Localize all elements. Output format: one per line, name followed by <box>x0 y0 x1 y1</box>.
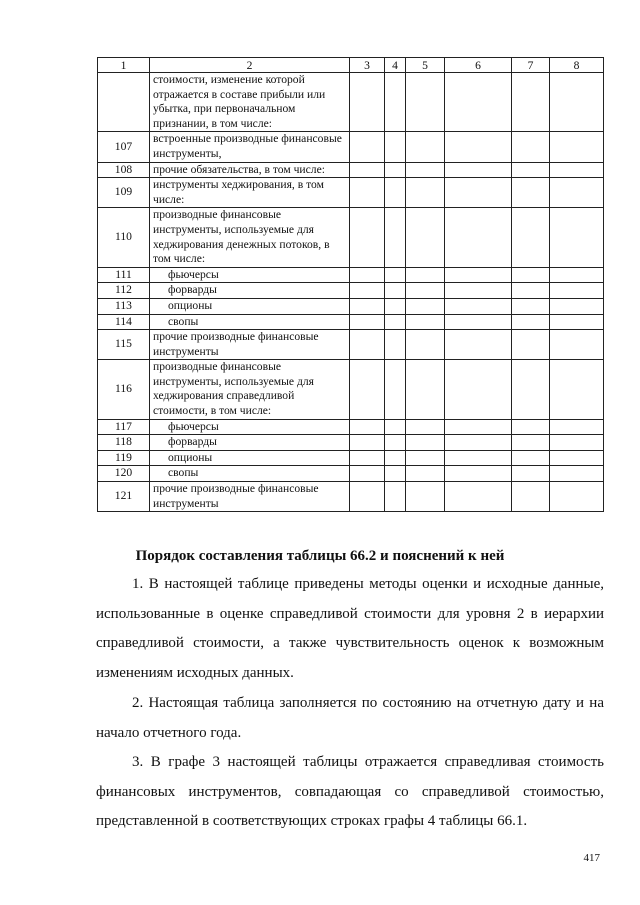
empty-cell <box>350 450 385 466</box>
empty-cell <box>385 314 406 330</box>
header-cell: 7 <box>512 58 550 73</box>
empty-cell <box>445 466 512 482</box>
empty-cell <box>406 267 445 283</box>
empty-cell <box>512 73 550 132</box>
empty-cell <box>385 360 406 419</box>
empty-cell <box>512 132 550 162</box>
fair-value-table <box>97 57 604 512</box>
empty-cell <box>385 132 406 162</box>
empty-cell <box>445 283 512 299</box>
table-row <box>98 330 604 360</box>
header-cell: 1 <box>98 58 150 73</box>
empty-cell <box>385 419 406 435</box>
continuation-row <box>98 73 604 132</box>
empty-cell <box>445 419 512 435</box>
empty-cell <box>406 450 445 466</box>
header-cell: 6 <box>445 58 512 73</box>
empty-cell <box>512 466 550 482</box>
empty-cell <box>445 435 512 451</box>
empty-cell <box>406 283 445 299</box>
row-label: форварды <box>150 435 350 451</box>
row-number: 107 <box>98 132 150 162</box>
empty-cell <box>445 482 512 512</box>
empty-cell <box>550 314 604 330</box>
empty-cell <box>350 482 385 512</box>
table-row <box>98 283 604 299</box>
row-number: 113 <box>98 298 150 314</box>
empty-cell <box>385 162 406 178</box>
empty-cell <box>350 435 385 451</box>
table-row <box>98 208 604 267</box>
empty-cell <box>550 73 604 132</box>
empty-cell <box>550 419 604 435</box>
table-row <box>98 435 604 451</box>
row-number: 108 <box>98 162 150 178</box>
page-number: 417 <box>583 852 600 864</box>
row-number: 111 <box>98 267 150 283</box>
row-label: прочие производные финансовые инструменты <box>150 482 350 512</box>
empty-cell <box>550 208 604 267</box>
row-number-cell <box>98 73 150 132</box>
empty-cell <box>512 208 550 267</box>
empty-cell <box>406 435 445 451</box>
empty-cell <box>445 267 512 283</box>
table-row <box>98 178 604 208</box>
empty-cell <box>445 298 512 314</box>
empty-cell <box>512 178 550 208</box>
empty-cell <box>385 435 406 451</box>
continuation-label: стоимости, изменение которой отражается в составе прибыли или убытка, при первоначальном признании, в том числе: <box>150 73 350 132</box>
empty-cell <box>385 482 406 512</box>
empty-cell <box>350 73 385 132</box>
empty-cell <box>445 162 512 178</box>
empty-cell <box>406 419 445 435</box>
empty-cell <box>445 73 512 132</box>
empty-cell <box>512 435 550 451</box>
empty-cell <box>550 482 604 512</box>
row-label: опционы <box>150 298 350 314</box>
row-label: прочие обязательства, в том числе: <box>150 162 350 178</box>
row-label: свопы <box>150 466 350 482</box>
paragraph-3: 3. В графе 3 настоящей таблицы отражается справедливая стоимость финансовых инструментов, совпадающая со справедливой стоимостью, представленной в соответствующих строках графы 4 таблицы 66.1. <box>96 754 604 830</box>
empty-cell <box>350 314 385 330</box>
empty-cell <box>550 178 604 208</box>
row-label: фьючерсы <box>150 419 350 435</box>
row-number: 119 <box>98 450 150 466</box>
row-label: форварды <box>150 283 350 299</box>
empty-cell <box>385 283 406 299</box>
empty-cell <box>350 419 385 435</box>
empty-cell <box>385 450 406 466</box>
empty-cell <box>406 208 445 267</box>
empty-cell <box>550 132 604 162</box>
empty-cell <box>406 330 445 360</box>
empty-cell <box>512 298 550 314</box>
row-label: свопы <box>150 314 350 330</box>
row-number: 109 <box>98 178 150 208</box>
empty-cell <box>350 298 385 314</box>
empty-cell <box>406 162 445 178</box>
row-number: 121 <box>98 482 150 512</box>
header-cell: 4 <box>385 58 406 73</box>
empty-cell <box>512 450 550 466</box>
empty-cell <box>445 132 512 162</box>
empty-cell <box>512 330 550 360</box>
empty-cell <box>512 267 550 283</box>
header-cell: 3 <box>350 58 385 73</box>
paragraph-1: 1. В настоящей таблице приведены методы оценки и исходные данные, использованные в оценке справедливой стоимости для уровня 2 в иерархии справедливой стоимости, а также чувствительность оценок к возможным изменениям исходных данных. <box>96 576 604 681</box>
empty-cell <box>350 132 385 162</box>
row-label: прочие производные финансовые инструменты <box>150 330 350 360</box>
empty-cell <box>350 283 385 299</box>
empty-cell <box>406 466 445 482</box>
empty-cell <box>350 267 385 283</box>
table-row <box>98 132 604 162</box>
table-row <box>98 314 604 330</box>
section-title: Порядок составления таблицы 66.2 и пояснений к ней <box>135 548 505 564</box>
empty-cell <box>385 466 406 482</box>
empty-cell <box>350 466 385 482</box>
empty-cell <box>445 314 512 330</box>
empty-cell <box>406 132 445 162</box>
empty-cell <box>385 208 406 267</box>
table-row <box>98 267 604 283</box>
table-row <box>98 162 604 178</box>
empty-cell <box>512 314 550 330</box>
empty-cell <box>550 267 604 283</box>
row-number: 110 <box>98 208 150 267</box>
empty-cell <box>350 162 385 178</box>
table-row <box>98 466 604 482</box>
empty-cell <box>512 283 550 299</box>
row-label: производные финансовые инструменты, используемые для хеджирования денежных потоков, в том числе: <box>150 208 350 267</box>
empty-cell <box>550 360 604 419</box>
empty-cell <box>512 162 550 178</box>
empty-cell <box>445 450 512 466</box>
empty-cell <box>550 298 604 314</box>
empty-cell <box>406 360 445 419</box>
empty-cell <box>550 283 604 299</box>
empty-cell <box>385 298 406 314</box>
row-label: инструменты хеджирования, в том числе: <box>150 178 350 208</box>
empty-cell <box>350 360 385 419</box>
row-label: встроенные производные финансовые инструменты, <box>150 132 350 162</box>
table-row <box>98 419 604 435</box>
empty-cell <box>385 178 406 208</box>
row-number: 120 <box>98 466 150 482</box>
header-cell: 8 <box>550 58 604 73</box>
table-row <box>98 450 604 466</box>
empty-cell <box>550 435 604 451</box>
empty-cell <box>350 208 385 267</box>
row-number: 117 <box>98 419 150 435</box>
header-row <box>98 58 604 73</box>
empty-cell <box>406 178 445 208</box>
row-label: производные финансовые инструменты, используемые для хеджирования справедливой стоимости, в том числе: <box>150 360 350 419</box>
row-label: опционы <box>150 450 350 466</box>
empty-cell <box>550 330 604 360</box>
empty-cell <box>445 178 512 208</box>
empty-cell <box>445 208 512 267</box>
table-row <box>98 482 604 512</box>
empty-cell <box>385 330 406 360</box>
empty-cell <box>406 298 445 314</box>
empty-cell <box>550 450 604 466</box>
empty-cell <box>406 314 445 330</box>
empty-cell <box>512 482 550 512</box>
empty-cell <box>385 267 406 283</box>
row-number: 112 <box>98 283 150 299</box>
empty-cell <box>512 419 550 435</box>
empty-cell <box>512 360 550 419</box>
empty-cell <box>350 330 385 360</box>
empty-cell <box>406 73 445 132</box>
header-cell: 2 <box>150 58 350 73</box>
row-number: 115 <box>98 330 150 360</box>
empty-cell <box>550 162 604 178</box>
empty-cell <box>445 330 512 360</box>
row-number: 118 <box>98 435 150 451</box>
row-label: фьючерсы <box>150 267 350 283</box>
row-number: 114 <box>98 314 150 330</box>
empty-cell <box>445 360 512 419</box>
table-row <box>98 298 604 314</box>
row-number: 116 <box>98 360 150 419</box>
header-cell: 5 <box>406 58 445 73</box>
empty-cell <box>385 73 406 132</box>
paragraph-2: 2. Настоящая таблица заполняется по состоянию на отчетную дату и на начало отчетного года. <box>96 695 604 741</box>
empty-cell <box>350 178 385 208</box>
empty-cell <box>550 466 604 482</box>
table-row <box>98 360 604 419</box>
empty-cell <box>406 482 445 512</box>
